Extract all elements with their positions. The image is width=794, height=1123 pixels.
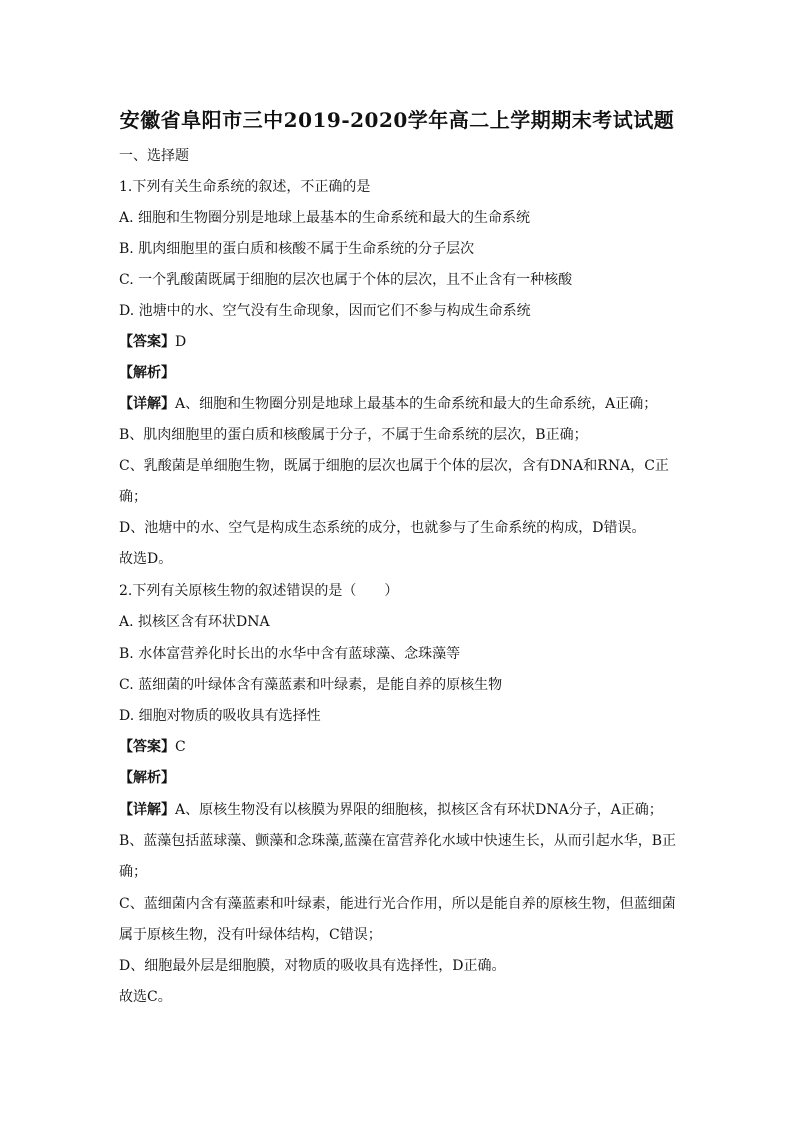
q1-analysis-label: 【解析】 — [119, 365, 175, 381]
q2-option-b: B. 水体富营养化时长出的水华中含有蓝球藻、念珠藻等 — [119, 646, 461, 662]
q2-option-d: D. 细胞对物质的吸收具有选择性 — [119, 708, 321, 724]
document-title: 安徽省阜阳市三中2019-2020学年高二上学期期末考试试题 — [119, 108, 675, 132]
q1-option-a: A. 细胞和生物圈分别是地球上最基本的生命系统和最大的生命系统 — [119, 210, 531, 226]
q1-conclusion: 故选D。 — [119, 551, 173, 567]
q1-answer — [119, 333, 186, 351]
q2-detail-line — [119, 801, 663, 819]
detail-text: A、细胞和生物圈分别是地球上最基本的生命系统和最大的生命系统，A正确； — [175, 396, 658, 412]
q1-option-d: D. 池塘中的水、空气没有生命现象，因而它们不参与构成生命系统 — [119, 303, 531, 319]
detail-label: 【详解】 — [119, 396, 175, 412]
q2-answer — [119, 738, 186, 756]
answer-label: 【答案】 — [119, 739, 175, 755]
q2-stem: 2.下列有关原核生物的叙述错误的是（ ） — [119, 583, 399, 599]
q2-detail-line: 属于原核生物，没有叶绿体结构，C错误； — [119, 927, 382, 943]
q2-analysis-label: 【解析】 — [119, 770, 175, 786]
q1-stem: 1.下列有关生命系统的叙述，不正确的是 — [119, 179, 371, 195]
q1-detail-line: B、肌肉细胞里的蛋白质和核酸属于分子，不属于生命系统的层次，B正确； — [119, 427, 588, 443]
q2-detail-line: C、蓝细菌内含有藻蓝素和叶绿素，能进行光合作用，所以是能自养的原核生物，但蓝细菌 — [119, 896, 676, 912]
q1-detail-line: D、池塘中的水、空气是构成生态系统的成分，也就参与了生命系统的构成，D错误。 — [119, 520, 646, 536]
answer-value: D — [175, 334, 187, 350]
detail-text: A、原核生物没有以核膜为界限的细胞核，拟核区含有环状DNA分子，A正确； — [175, 802, 663, 818]
q2-detail-line: 确； — [119, 864, 147, 880]
q2-option-c: C. 蓝细菌的叶绿体含有藻蓝素和叶绿素，是能自养的原核生物 — [119, 677, 503, 693]
section-heading: 一、选择题 — [119, 148, 189, 164]
q2-detail-line: D、细胞最外层是细胞膜，对物质的吸收具有选择性，D正确。 — [119, 958, 506, 974]
q2-detail-line: B、蓝藻包括蓝球藻、颤藻和念珠藻,蓝藻在富营养化水域中快速生长，从而引起水华，B正 — [119, 833, 677, 849]
q1-detail-line: C、乳酸菌是单细胞生物，既属于细胞的层次也属于个体的层次，含有DNA和RNA，C正 — [119, 458, 669, 474]
q1-detail-line — [119, 395, 657, 413]
q1-detail-line: 确； — [119, 489, 147, 505]
answer-label: 【答案】 — [119, 334, 175, 350]
q1-option-c: C. 一个乳酸菌既属于细胞的层次也属于个体的层次，且不止含有一种核酸 — [119, 272, 573, 288]
q2-conclusion: 故选C。 — [119, 989, 172, 1005]
q2-option-a: A. 拟核区含有环状DNA — [119, 614, 270, 630]
answer-value: C — [175, 739, 186, 755]
q1-option-b: B. 肌肉细胞里的蛋白质和核酸不属于生命系统的分子层次 — [119, 241, 475, 257]
detail-label: 【详解】 — [119, 802, 175, 818]
